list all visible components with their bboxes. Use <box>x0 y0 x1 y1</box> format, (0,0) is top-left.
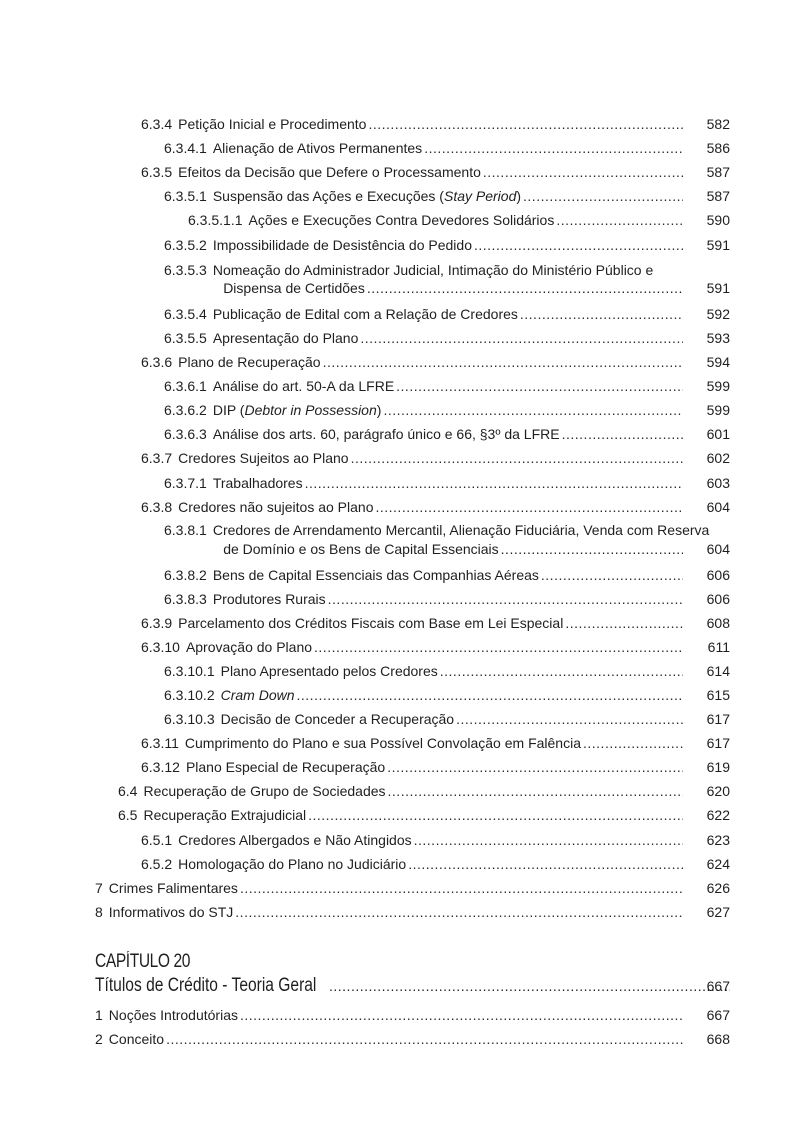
entry-title <box>221 686 295 704</box>
page-number: 593 <box>706 330 730 346</box>
page-number: 601 <box>706 426 730 442</box>
entry-number: 6.3.6.2 <box>164 402 207 418</box>
entry-title: Decisão de Conceder a Recuperação <box>220 711 455 727</box>
entry-number: 6.3.6.1 <box>164 378 207 394</box>
entry-number: 6.3.10.3 <box>164 711 215 727</box>
page-number: 614 <box>706 663 730 679</box>
entry-title-line2: Dispensa de Certidões <box>223 280 365 296</box>
dot-leader <box>424 139 683 157</box>
entry-number: 6.5.1 <box>141 832 173 848</box>
toc-entry[interactable] <box>141 638 730 656</box>
page-number: 622 <box>706 807 730 823</box>
chapter-label: CAPÍTULO 20 <box>95 951 191 972</box>
entry-number: 7 <box>95 880 103 896</box>
page-number: 591 <box>706 280 730 296</box>
dot-leader <box>360 329 683 347</box>
entry-number: 6.5 <box>118 807 138 823</box>
page-number: 624 <box>706 856 730 872</box>
entry-number: 6.4 <box>118 783 138 799</box>
entry-title: Análise do art. 50-A da LFRE <box>212 378 395 394</box>
toc-entry[interactable] <box>141 498 730 516</box>
entry-number: 6.3.7.1 <box>164 475 207 491</box>
dot-leader <box>308 806 683 824</box>
entry-number: 1 <box>95 1007 103 1023</box>
toc-entry[interactable] <box>95 1030 730 1048</box>
toc-entry[interactable] <box>95 879 730 897</box>
toc-entry[interactable] <box>141 449 730 467</box>
entry-number: 6.3.4 <box>141 116 173 132</box>
dot-leader <box>383 401 683 419</box>
entry-number: 6.3.9 <box>141 615 173 631</box>
chapter-title-row <box>95 975 730 997</box>
entry-number: 8 <box>95 904 103 920</box>
entry-number: 6.3.6.3 <box>164 426 207 442</box>
dot-leader <box>541 566 683 584</box>
entry-number: 6.3.10.1 <box>164 663 215 679</box>
page-number: 611 <box>707 639 730 655</box>
dot-leader <box>240 1006 683 1024</box>
page-number: 668 <box>706 1031 730 1047</box>
toc-entry[interactable] <box>164 710 730 728</box>
dot-leader <box>314 638 683 656</box>
entry-number: 6.3.8.3 <box>164 591 207 607</box>
page-number: 591 <box>706 237 730 253</box>
entry-number: 6.3.8.2 <box>164 567 207 583</box>
entry-title: Credores Sujeitos ao Plano <box>178 450 349 466</box>
entry-number: 6.3.5 <box>141 164 173 180</box>
chapter-title: Títulos de Crédito - Teoria Geral <box>95 975 317 996</box>
dot-leader <box>520 305 683 323</box>
entry-title: Crimes Falimentares <box>108 880 238 896</box>
entry-number: 6.3.5.3 <box>164 262 207 278</box>
dot-leader <box>387 758 683 776</box>
entry-title: Homologação do Plano no Judiciário <box>178 856 407 872</box>
page-number: 592 <box>706 306 730 322</box>
toc-entry[interactable] <box>164 566 730 584</box>
entry-number: 6.3.5.5 <box>164 330 207 346</box>
dot-leader <box>556 211 683 229</box>
toc-entry[interactable] <box>164 305 730 323</box>
entry-number: 6.3.5.4 <box>164 306 207 322</box>
toc-entry[interactable] <box>164 401 730 419</box>
dot-leader <box>368 115 683 133</box>
dot-leader <box>456 710 683 728</box>
entry-title: Credores Albergados e Não Atingidos <box>178 832 412 848</box>
entry-title: Plano de Recuperação <box>178 354 321 370</box>
entry-title: Efeitos da Decisão que Defere o Processamento <box>178 164 481 180</box>
dot-leader <box>323 353 683 371</box>
entry-title: Apresentação do Plano <box>212 330 359 346</box>
toc-entry[interactable] <box>188 211 730 229</box>
entry-title: Parcelamento dos Créditos Fiscais com Base em Lei Especial <box>178 615 564 631</box>
entry-title <box>213 401 382 419</box>
page-number: 617 <box>706 735 730 751</box>
toc-entry[interactable] <box>164 521 710 539</box>
entry-title: Cumprimento do Plano e sua Possível Convolação em Falência <box>184 735 581 751</box>
page-number: 620 <box>706 783 730 799</box>
toc-entry[interactable] <box>164 474 730 492</box>
dot-leader <box>351 449 683 467</box>
toc-entry-continuation <box>223 540 730 558</box>
dot-leader <box>329 978 730 994</box>
entry-title-part: ) <box>516 188 522 204</box>
dot-leader <box>501 540 683 558</box>
page-number: 608 <box>706 615 730 631</box>
entry-title: Produtores Rurais <box>212 591 326 607</box>
entry-title: Ações e Execuções Contra Devedores Solidários <box>248 212 555 228</box>
toc-entry-continuation <box>223 279 730 297</box>
dot-leader <box>297 686 683 704</box>
entry-title: Aprovação do Plano <box>185 639 313 655</box>
page-number: 604 <box>706 499 730 515</box>
toc-entry[interactable] <box>141 115 730 133</box>
entry-title-line2: de Domínio e os Bens de Capital Essenciais <box>223 541 499 557</box>
toc-entry[interactable] <box>118 806 730 824</box>
entry-number: 6.3.10 <box>141 639 180 655</box>
toc-entry[interactable] <box>141 855 730 873</box>
page-number: 599 <box>706 378 730 394</box>
entry-number: 6.3.12 <box>141 759 180 775</box>
dot-leader <box>523 187 683 205</box>
dot-leader <box>396 377 683 395</box>
page-number: 586 <box>706 140 730 156</box>
entry-number: 6.3.5.1 <box>164 188 207 204</box>
chapter-page-number: 667 <box>706 978 730 994</box>
entry-title-italic: Stay Period <box>443 188 517 204</box>
toc-entry[interactable] <box>141 614 730 632</box>
dot-leader <box>375 498 683 516</box>
entry-number: 6.3.4.1 <box>164 140 207 156</box>
entry-title-italic: Cram Down <box>220 687 295 703</box>
dot-leader <box>565 614 683 632</box>
page-number: 619 <box>706 759 730 775</box>
entry-number: 6.3.6 <box>141 354 173 370</box>
entry-number: 6.3.8.1 <box>164 522 207 538</box>
toc-entry[interactable] <box>141 758 730 776</box>
toc-entry[interactable] <box>141 353 730 371</box>
page-number: 667 <box>706 1007 730 1023</box>
entry-title: Recuperação de Grupo de Sociedades <box>143 783 386 799</box>
dot-leader <box>474 236 683 254</box>
dot-leader <box>367 279 683 297</box>
entry-title: Recuperação Extrajudicial <box>143 807 307 823</box>
entry-title: Alienação de Ativos Permanentes <box>212 140 423 156</box>
entry-title: Petição Inicial e Procedimento <box>178 116 367 132</box>
toc-entry[interactable] <box>141 831 730 849</box>
page-number: 627 <box>706 904 730 920</box>
entry-title: Bens de Capital Essenciais das Companhias Aéreas <box>212 567 539 583</box>
entry-number: 6.3.10.2 <box>164 687 215 703</box>
page-number: 606 <box>706 567 730 583</box>
toc-entry[interactable] <box>164 377 730 395</box>
entry-number: 6.3.5.2 <box>164 237 207 253</box>
page-number: 603 <box>706 475 730 491</box>
page-number: 587 <box>706 188 730 204</box>
toc-entry[interactable] <box>164 425 730 443</box>
toc-entry[interactable] <box>164 236 730 254</box>
entry-title: Análise dos arts. 60, parágrafo único e 66, §3º da LFRE <box>212 426 560 442</box>
entry-title: Publicação de Edital com a Relação de Credores <box>212 306 518 322</box>
toc-entry[interactable] <box>164 139 730 157</box>
entry-title: Credores não sujeitos ao Plano <box>178 499 374 515</box>
entry-title: Credores de Arrendamento Mercantil, Alienação Fiduciária, Venda com Reserva <box>212 522 710 538</box>
toc-entry[interactable] <box>164 261 683 279</box>
entry-number: 6.3.7 <box>141 450 173 466</box>
toc-entry[interactable] <box>164 662 730 680</box>
page-number: 623 <box>706 832 730 848</box>
entry-number: 6.5.2 <box>141 856 173 872</box>
page-number: 604 <box>706 541 730 557</box>
toc-entry[interactable] <box>164 187 730 205</box>
dot-leader <box>440 662 683 680</box>
entry-title: Noções Introdutórias <box>108 1007 238 1023</box>
dot-leader <box>414 831 683 849</box>
page-number: 582 <box>706 116 730 132</box>
toc-entry[interactable] <box>141 734 730 752</box>
entry-number: 6.3.8 <box>141 499 173 515</box>
entry-title: Plano Especial de Recuperação <box>185 759 386 775</box>
page-number: 602 <box>706 450 730 466</box>
entry-number: 6.3.5.1.1 <box>188 212 243 228</box>
entry-title-part: ) <box>376 402 382 418</box>
toc-entry[interactable] <box>95 903 730 921</box>
entry-title: Impossibilidade de Desistência do Pedido <box>212 237 472 253</box>
page-number: 587 <box>706 164 730 180</box>
entry-number: 2 <box>95 1031 103 1047</box>
dot-leader <box>240 879 683 897</box>
page-number: 594 <box>706 354 730 370</box>
page-number: 590 <box>706 212 730 228</box>
page-number: 599 <box>706 402 730 418</box>
entry-title-part: DIP ( <box>212 402 245 418</box>
dot-leader <box>388 782 683 800</box>
page-number: 606 <box>706 591 730 607</box>
entry-title <box>213 187 521 205</box>
entry-title: Conceito <box>108 1031 165 1047</box>
dot-leader <box>583 734 683 752</box>
entry-number: 6.3.11 <box>141 735 179 751</box>
entry-title-italic: Debtor in Possession <box>244 402 377 418</box>
entry-title: Trabalhadores <box>212 475 303 491</box>
entry-title-part: Suspensão das Ações e Execuções ( <box>212 188 444 204</box>
toc-entry[interactable] <box>118 782 730 800</box>
dot-leader <box>328 590 683 608</box>
dot-leader <box>408 855 683 873</box>
toc-entry[interactable] <box>164 590 730 608</box>
page-number: 615 <box>706 687 730 703</box>
entry-title: Nomeação do Administrador Judicial, Intimação do Ministério Público e <box>212 262 654 278</box>
page-number: 626 <box>706 880 730 896</box>
page-number: 617 <box>706 711 730 727</box>
dot-leader <box>305 474 683 492</box>
dot-leader <box>166 1030 683 1048</box>
dot-leader <box>235 903 683 921</box>
toc-entry[interactable] <box>164 329 730 347</box>
toc-entry[interactable] <box>95 1006 730 1024</box>
entry-title: Plano Apresentado pelos Credores <box>220 663 438 679</box>
toc-entry[interactable] <box>141 163 730 181</box>
dot-leader <box>483 163 683 181</box>
entry-title: Informativos do STJ <box>108 904 234 920</box>
toc-entry[interactable] <box>164 686 730 704</box>
dot-leader <box>562 425 683 443</box>
